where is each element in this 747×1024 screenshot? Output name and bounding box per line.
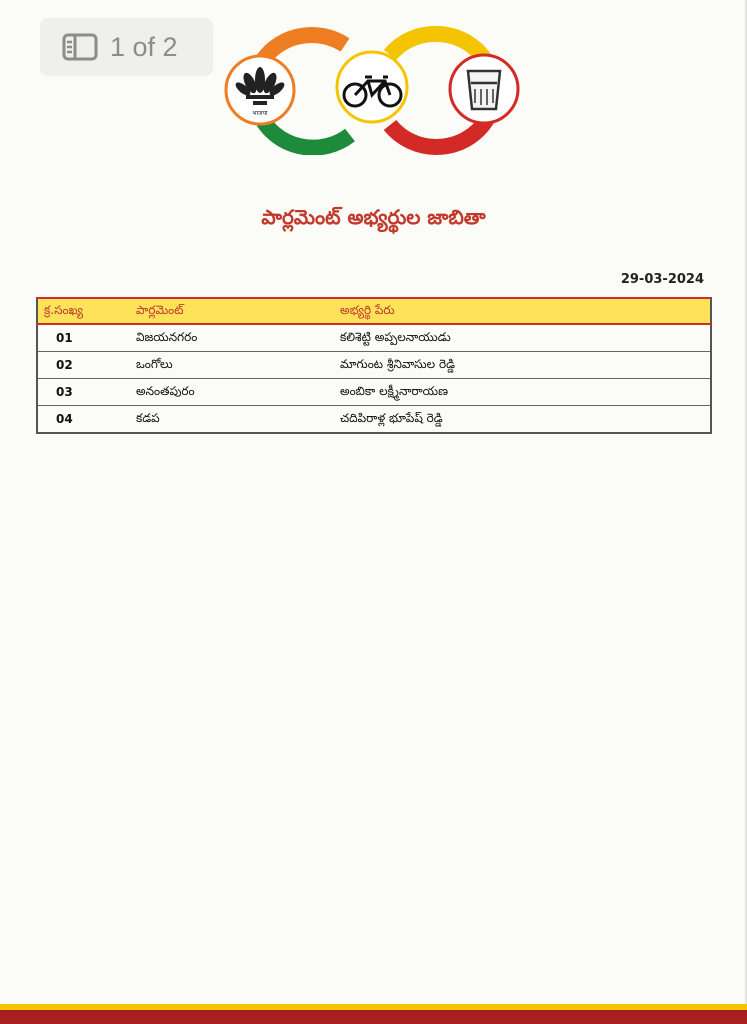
document-title: పార్లమెంట్ అభ్యర్థుల జాబితా — [261, 205, 486, 229]
row-parliament: కడప — [130, 406, 334, 434]
glass-tumbler-icon — [468, 71, 500, 109]
header-parliament: పార్లమెంట్ — [130, 298, 334, 324]
table-header-row — [37, 298, 711, 324]
row-serial: 02 — [37, 352, 130, 379]
row-parliament: ఒంగోలు — [130, 352, 334, 379]
row-candidate: కలిశెట్టి అప్పలనాయుడు — [334, 324, 711, 352]
row-candidate: అంబికా లక్ష్మీనారాయణ — [334, 379, 711, 406]
page-counter-button[interactable] — [40, 18, 213, 76]
table-row — [37, 379, 711, 406]
row-serial: 01 — [37, 324, 130, 352]
row-candidate: చదిపిరాళ్ల భూపేష్ రెడ్డి — [334, 406, 711, 434]
header-candidate: అభ్యర్థి పేరు — [334, 298, 711, 324]
bjp-label: भाजपा — [252, 110, 268, 117]
table-row — [37, 324, 711, 352]
table-row — [37, 406, 711, 434]
document-date: 29-03-2024 — [620, 272, 704, 287]
row-serial: 03 — [37, 379, 130, 406]
table-row — [37, 352, 711, 379]
alliance-logo — [220, 25, 530, 155]
row-parliament: అనంతపురం — [130, 379, 334, 406]
row-candidate: మాగుంట శ్రీనివాసుల రెడ్డి — [334, 352, 711, 379]
page-counter-label: 1 of 2 — [110, 31, 178, 62]
header-serial: క్ర.సంఖ్య — [37, 298, 130, 324]
footer-stripe-red — [0, 1010, 747, 1024]
row-parliament: విజయనగరం — [130, 324, 334, 352]
row-serial: 04 — [37, 406, 130, 434]
pages-icon — [62, 33, 98, 61]
candidate-table — [36, 297, 712, 434]
